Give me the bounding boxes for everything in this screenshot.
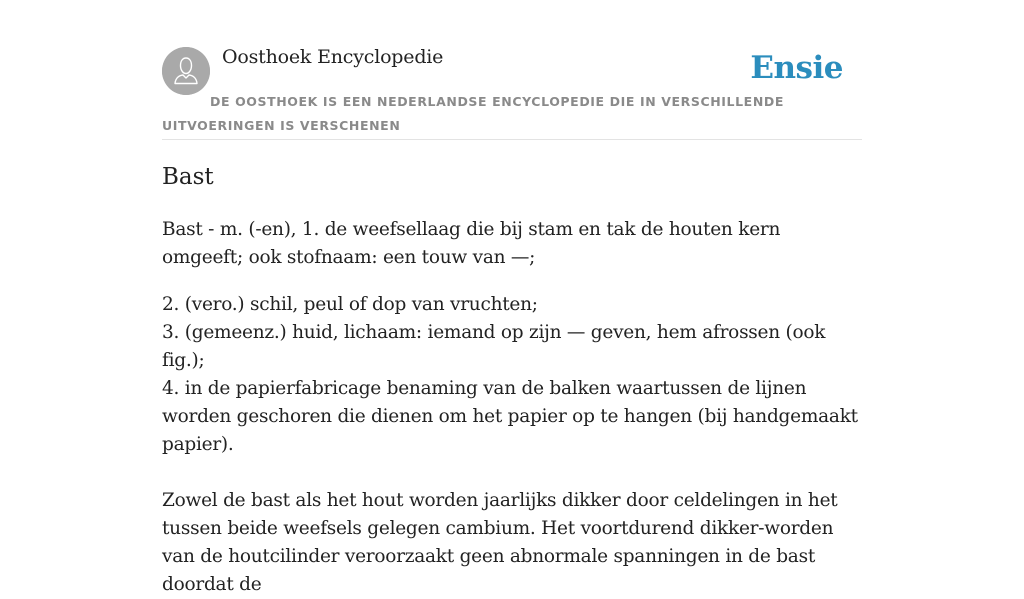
page-container: [162, 0, 862, 595]
site-tagline: DE OOSTHOEK IS EEN NEDERLANDSE ENCYCLOPEDIE DIE IN VERSCHILLENDE UITVOERINGEN IS VERSCHENEN: [162, 94, 784, 133]
sense-item: 2. (vero.) schil, peul of dop van vruchten;: [162, 294, 538, 315]
site-name[interactable]: Oosthoek Encyclopedie: [222, 46, 444, 68]
sense-item: 4. in de papierfabricage benaming van de balken waartussen de lijnen worden geschoren die dienen om het papier op te hangen (bij handgemaakt papier).: [162, 378, 858, 455]
page-title: Bast: [162, 164, 214, 190]
definition-paragraph: Bast - m. (-en), 1. de weefsellaag die bij stam en tak de houten kern omgeeft; ook stofnaam: een touw van —;: [162, 219, 781, 268]
author-avatar[interactable]: [162, 47, 210, 95]
site-header: [162, 0, 862, 140]
sense-item: 3. (gemeenz.) huid, lichaam: iemand op zijn — geven, hem afrossen (ook fig.);: [162, 322, 826, 371]
article-body: [162, 216, 862, 599]
brand-logo-link[interactable]: Ensie: [750, 50, 843, 86]
body-paragraph: Zowel de bast als het hout worden jaarlijks dikker door celdelingen in het tussen beide weefsels gelegen cambium. Het voortdurend dikker-worden van de houtcilinder veroorzaakt geen abnormale spanningen in de bast doordat de: [162, 490, 838, 595]
user-silhouette-icon: [162, 47, 210, 95]
senses-paragraph: [162, 291, 862, 459]
